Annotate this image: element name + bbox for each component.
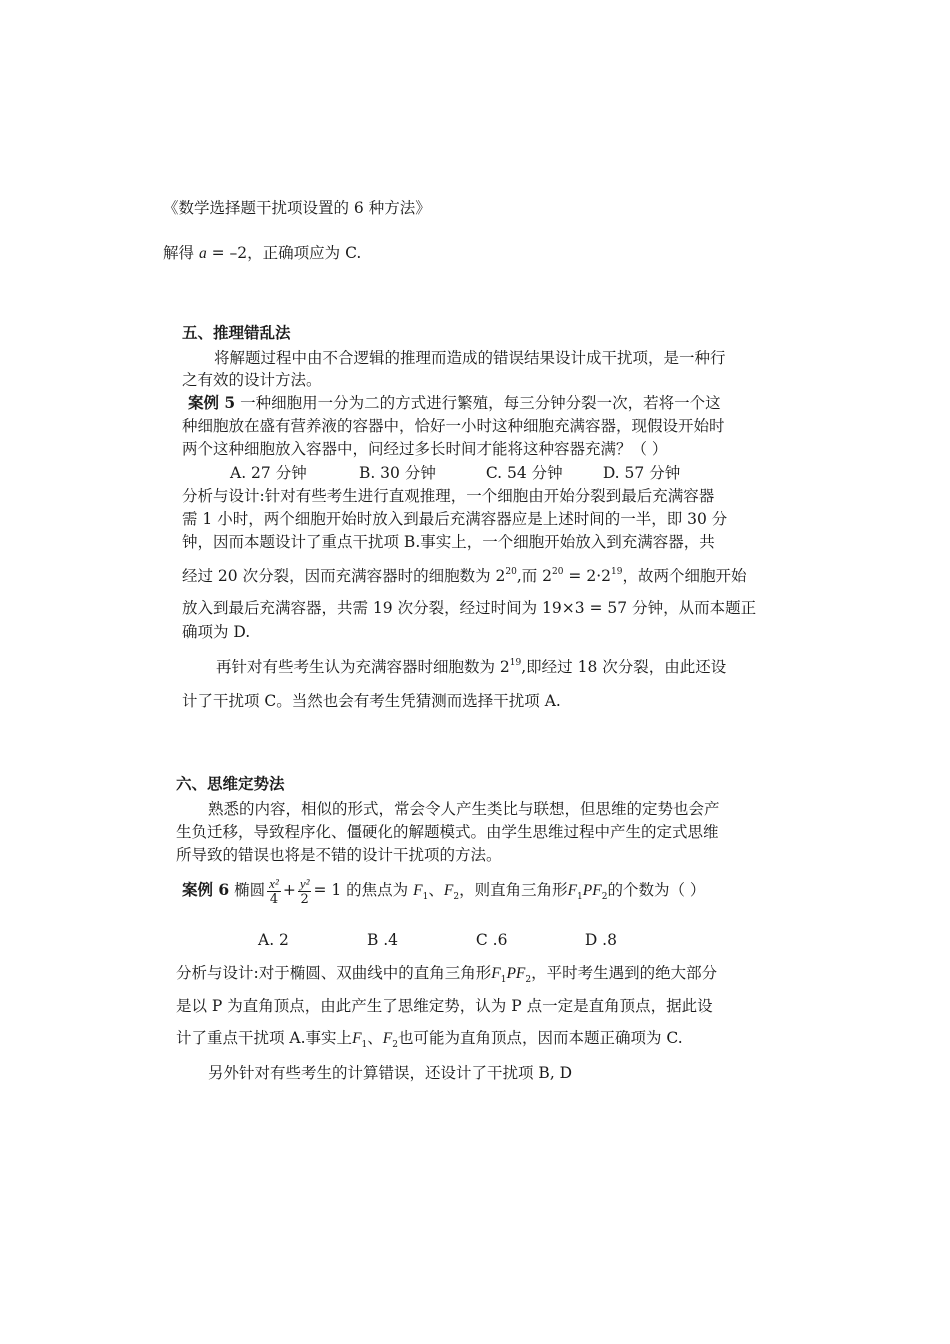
option-b: B. 30 分钟	[358, 464, 436, 482]
extra5-line: 再针对有些考生认为充满容器时细胞数为 $2^{19}$,即经过 18 次分裂，由此还设	[216, 658, 727, 676]
section5-heading: 五、推理错乱法	[182, 323, 291, 342]
analysis5-math-line: 经过 20 次分裂，因而充满容器时的细胞数为 $2^{20}$,而 $2^{20} = 2\cdot 2^{19}$，故两个细胞开始	[182, 567, 747, 585]
option-b: B .4	[366, 931, 399, 949]
case6-options	[258, 930, 617, 950]
analysis6-line: 分析与设计:对于椭圆、双曲线中的直角三角形$F_1PF_2$，平时考生遇到的绝大部分	[176, 964, 718, 985]
option-d: D. 57 分钟	[602, 464, 681, 482]
case5-label: 案例 5	[188, 393, 236, 412]
case5-line: 案例 5 一种细胞用一分为二的方式进行繁殖，每三分钟分裂一次，若将一个这	[188, 393, 721, 412]
case5-options	[230, 463, 680, 483]
option-a: A. 27 分钟	[230, 464, 307, 482]
section5-intro-line: 将解题过程中由不合逻辑的推理而造成的错误结果设计成干扰项，是一种行	[214, 349, 726, 367]
case6-line: 案例 6 椭圆 $\frac{\text{x²}}{4}$ + $\frac{\text{y²}}{2}$ = 1 的焦点为 $F_1$、$F_2$，则直角三角形$F_1PF_2$的个数为（ ）	[182, 875, 706, 907]
document-title: 《数学选择题干扰项设置的 6 种方法》	[163, 199, 431, 217]
section5-intro-line: 之有效的设计方法。	[182, 371, 322, 389]
section6-intro-line: 生负迁移，导致程序化、僵硬化的解题模式。由学生思维过程中产生的定式思维	[176, 823, 719, 841]
analysis5-line: 分析与设计:针对有些考生进行直观推理，一个细胞由开始分裂到最后充满容器	[182, 487, 715, 505]
fraction-y2-over-2: $\frac{\text{y²}}{2}$	[299, 875, 310, 907]
analysis5-line: 需 1 小时，两个细胞开始时放入到最后充满容器应是上述时间的一半，即 30 分	[182, 510, 728, 528]
section6-intro-line: 熟悉的内容，相似的形式，常会令人产生类比与联想，但思维的定势也会产	[208, 800, 720, 818]
analysis6-line: 是以 P 为直角顶点，由此产生了思维定势，认为 P 点一定是直角顶点，据此设	[176, 997, 713, 1015]
analysis5-math-line: 放入到最后充满容器，共需 19 次分裂，经过时间为 19×3 = 57 分钟，从而本题正	[182, 599, 757, 617]
analysis5-math-line: 确项为 D.	[182, 623, 251, 641]
option-d: D .8	[584, 931, 617, 949]
previous-conclusion: 解得 a = –2，正确项应为 C.	[163, 244, 362, 262]
analysis6-line: 计了重点干扰项 A.事实上$F_1$、$F_2$也可能为直角顶点，因而本题正确项为 C.	[176, 1029, 683, 1050]
option-c: C .6	[475, 931, 508, 949]
final-note: 另外针对有些考生的计算错误，还设计了干扰项 B, D	[208, 1064, 573, 1082]
extra5-line: 计了干扰项 C。当然也会有考生凭猜测而选择干扰项 A.	[182, 692, 561, 710]
option-a: A. 2	[258, 931, 289, 949]
option-c: C. 54 分钟	[485, 464, 563, 482]
fraction-x2-over-4: $\frac{\text{x²}}{4}$	[269, 875, 279, 907]
analysis5-line: 钟，因而本题设计了重点干扰项 B.事实上，一个细胞开始放入到充满容器，共	[182, 533, 715, 551]
case5-line: 两个这种细胞放入容器中，问经过多长时间才能将这种容器充满？（ ）	[182, 440, 668, 458]
section6-intro-line: 所导致的错误也将是不错的设计干扰项的方法。	[176, 846, 502, 864]
case6-label: 案例 6	[182, 880, 230, 899]
case5-line: 种细胞放在盛有营养液的容器中，恰好一小时这种细胞充满容器，现假设开始时	[182, 417, 725, 435]
section6-heading: 六、思维定势法	[176, 774, 285, 793]
